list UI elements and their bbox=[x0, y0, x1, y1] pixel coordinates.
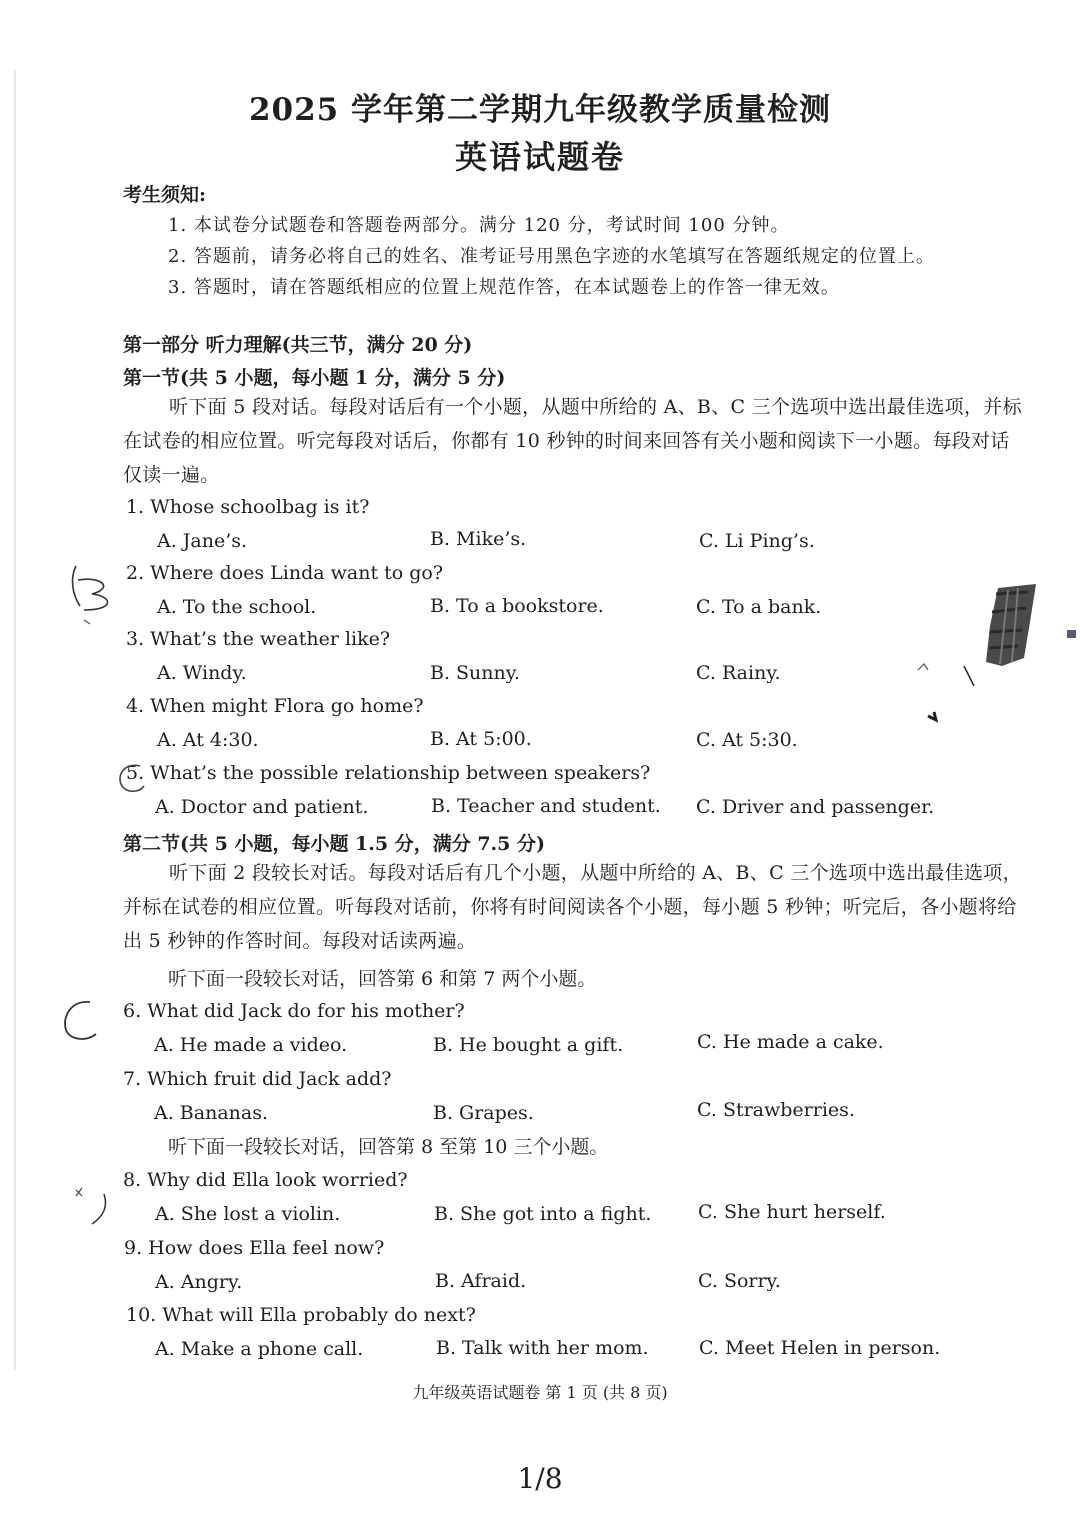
option-3c: C. Rainy. bbox=[696, 662, 781, 684]
dialog2-note: 听下面一段较长对话，回答第 8 至第 10 三个小题。 bbox=[168, 1136, 609, 1158]
question-7: 7. Which fruit did Jack add? bbox=[123, 1068, 392, 1090]
option-6b: B. He bought a gift. bbox=[433, 1034, 624, 1056]
question-2: 2. Where does Linda want to go? bbox=[126, 562, 444, 584]
option-5b: B. Teacher and student. bbox=[431, 795, 661, 817]
scan-edge-shadow bbox=[14, 70, 16, 1370]
question-4: 4. When might Flora go home? bbox=[126, 695, 424, 717]
notice-heading: 考生须知: bbox=[123, 184, 207, 206]
option-2a: A. To the school. bbox=[157, 596, 317, 618]
option-3b: B. Sunny. bbox=[430, 662, 521, 684]
question-5: 5. What’s the possible relationship between speakers? bbox=[126, 762, 651, 784]
option-8c: C. She hurt herself. bbox=[698, 1201, 886, 1223]
option-8b: B. She got into a fight. bbox=[434, 1203, 652, 1225]
option-4c: C. At 5:30. bbox=[696, 729, 798, 751]
option-10c: C. Meet Helen in person. bbox=[699, 1337, 941, 1359]
option-1b: B. Mike’s. bbox=[430, 528, 527, 550]
option-4b: B. At 5:00. bbox=[430, 728, 532, 750]
notice-item: 2. 答题前，请务必将自己的姓名、准考证号用黑色字迹的水笔填写在答题纸规定的位置上。 bbox=[168, 246, 935, 267]
option-10a: A. Make a phone call. bbox=[155, 1338, 364, 1360]
question-3: 3. What’s the weather like? bbox=[126, 628, 391, 650]
handwritten-pencil-mark bbox=[70, 1180, 114, 1228]
page-counter: 1/8 bbox=[517, 1462, 563, 1495]
option-3a: A. Windy. bbox=[157, 662, 247, 684]
part1-heading: 第一部分 听力理解(共三节，满分 20 分) bbox=[123, 334, 473, 356]
pencil-smudge-mark bbox=[978, 582, 1044, 668]
option-5a: A. Doctor and patient. bbox=[155, 796, 369, 818]
exam-subtitle: 英语试题卷 bbox=[454, 138, 625, 176]
page-footer: 九年级英语试题卷 第 1 页 (共 8 页) bbox=[412, 1383, 668, 1402]
option-1c: C. Li Ping’s. bbox=[699, 530, 815, 552]
section1-instruction: 听下面 5 段对话。每段对话后有一个小题，从题中所给的 A、B、C 三个选项中选出最佳选项，并标在试卷的相应位置。听完每段对话后，你都有 10 秒钟的时间来回答有关小题和阅读下一小题。每段对话仅读一遍。 bbox=[123, 396, 1022, 486]
question-10: 10. What will Ella probably do next? bbox=[126, 1304, 476, 1326]
question-1: 1. Whose schoolbag is it? bbox=[126, 496, 370, 518]
exam-title: 2025 学年第二学期九年级教学质量检测 bbox=[248, 92, 832, 128]
option-1a: A. Jane’s. bbox=[157, 530, 248, 552]
option-6c: C. He made a cake. bbox=[697, 1031, 884, 1053]
question-9: 9. How does Ella feel now? bbox=[124, 1237, 385, 1259]
question-6: 6. What did Jack do for his mother? bbox=[123, 1000, 465, 1022]
section2-heading: 第二节(共 5 小题，每小题 1.5 分，满分 7.5 分) bbox=[123, 833, 545, 855]
option-7a: A. Bananas. bbox=[154, 1102, 269, 1124]
option-9c: C. Sorry. bbox=[698, 1270, 781, 1292]
option-6a: A. He made a video. bbox=[154, 1034, 348, 1056]
section1-heading: 第一节(共 5 小题，每小题 1 分，满分 5 分) bbox=[123, 367, 506, 389]
handwritten-circle-mark bbox=[114, 760, 150, 796]
handwritten-answer-c-mark bbox=[56, 996, 106, 1046]
notice-item: 3. 答题时，请在答题纸相应的位置上规范作答，在本试题卷上的作答一律无效。 bbox=[168, 277, 840, 298]
option-9a: A. Angry. bbox=[155, 1271, 243, 1293]
stray-pencil-marks bbox=[914, 660, 984, 730]
handwritten-answer-b-mark bbox=[62, 558, 132, 628]
option-9b: B. Afraid. bbox=[435, 1270, 527, 1292]
option-2b: B. To a bookstore. bbox=[430, 595, 604, 617]
dialog1-note: 听下面一段较长对话，回答第 6 和第 7 两个小题。 bbox=[168, 968, 597, 990]
option-5c: C. Driver and passenger. bbox=[696, 796, 935, 818]
margin-dot-mark bbox=[1066, 628, 1078, 640]
option-4a: A. At 4:30. bbox=[157, 729, 259, 751]
section2-instruction: 听下面 2 段较长对话。每段对话后有几个小题，从题中所给的 A、B、C 三个选项中选出最佳选项，并标在试卷的相应位置。听每段对话前，你将有时间阅读各个小题，每小题 5 秒钟；听完后，各小题将给出 5 秒钟的作答时间。每段对话读两遍。 bbox=[123, 862, 1022, 952]
option-7b: B. Grapes. bbox=[433, 1102, 534, 1124]
option-7c: C. Strawberries. bbox=[697, 1099, 855, 1121]
option-2c: C. To a bank. bbox=[696, 596, 822, 618]
notice-item: 1. 本试卷分试题卷和答题卷两部分。满分 120 分，考试时间 100 分钟。 bbox=[168, 215, 790, 236]
option-8a: A. She lost a violin. bbox=[155, 1203, 341, 1225]
option-10b: B. Talk with her mom. bbox=[436, 1337, 649, 1359]
question-8: 8. Why did Ella look worried? bbox=[123, 1169, 408, 1191]
